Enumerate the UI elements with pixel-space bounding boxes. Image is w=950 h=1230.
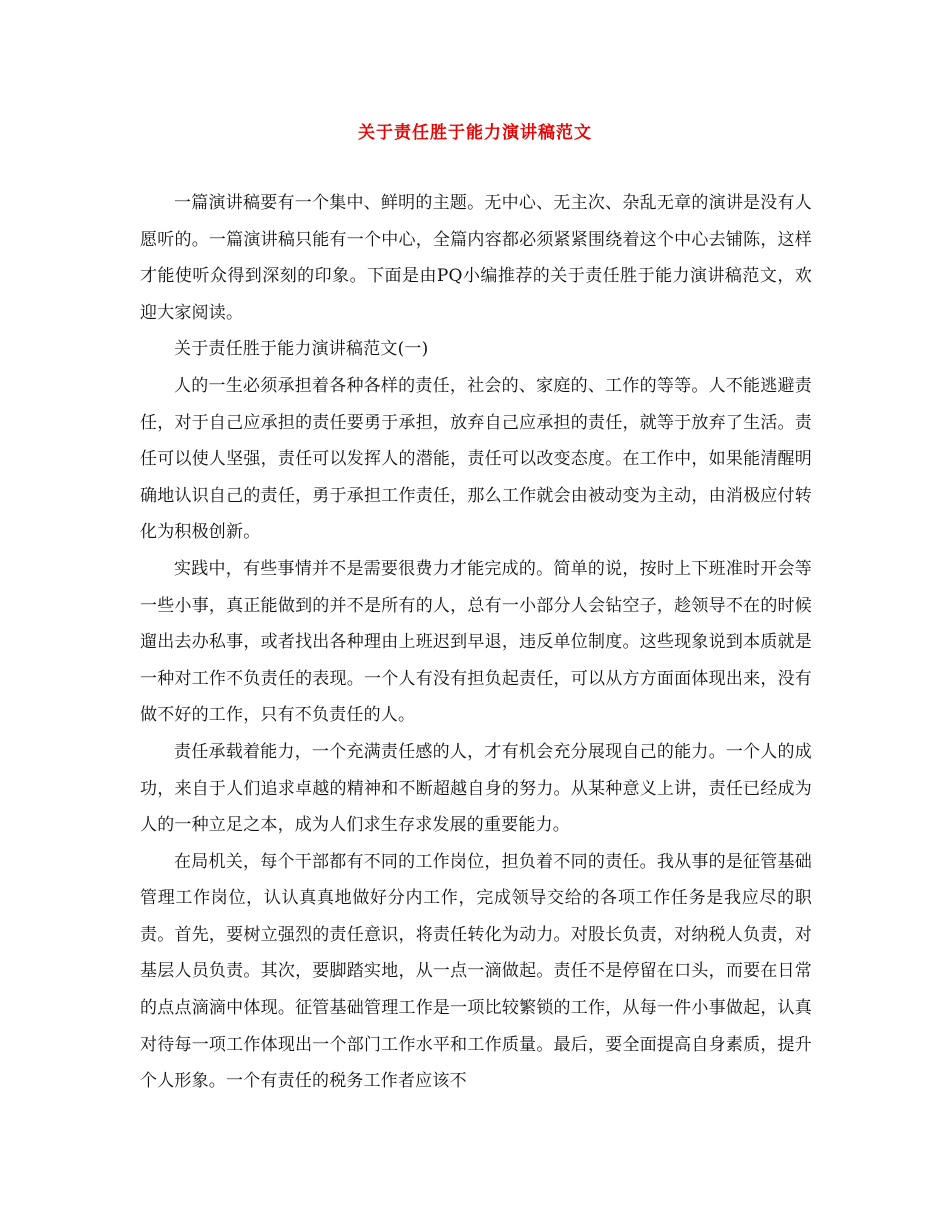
section-heading: 关于责任胜于能力演讲稿范文(一) (174, 339, 429, 360)
paragraph: 责任承载着能力，一个充满责任感的人，才有机会充分展现自己的能力。一个人的成功，来自于人们追求卓越的精神和不断超越自身的努力。从某种意义上讲，责任已经成为人的一种立足之本，成为人们求生存求发展的重要能力。 (140, 741, 812, 836)
paragraph-intro: 一篇演讲稿要有一个集中、鲜明的主题。无中心、无主次、杂乱无章的演讲是没有人愿听的。一篇演讲稿只能有一个中心，全篇内容都必须紧紧围绕着这个中心去铺陈，这样才能使听众得到深刻的印象。下面是由PQ小编推荐的关于责任胜于能力演讲稿范文，欢迎大家阅读。 (140, 193, 812, 323)
document-title: 关于责任胜于能力演讲稿范文 (358, 123, 592, 143)
document-body (140, 185, 812, 1100)
paragraph: 在局机关，每个干部都有不同的工作岗位，担负着不同的责任。我从事的是征管基础管理工作岗位，认认真真地做好分内工作，完成领导交给的各项工作任务是我应尽的职责。首先，要树立强烈的责任意识，将责任转化为动力。对股长负责，对纳税人负责，对基层人员负责。其次，要脚踏实地，从一点一滴做起。责任不是停留在口头，而要在日常的点点滴滴中体现。征管基础管理工作是一项比较繁锁的工作，从每一件小事做起，认真对待每一项工作体现出一个部门工作水平和工作质量。最后，要全面提高自身素质，提升个人形象。一个有责任的税务工作者应该不 (140, 851, 812, 1092)
paragraph: 人的一生必须承担着各种各样的责任，社会的、家庭的、工作的等等。人不能逃避责任，对于自己应承担的责任要勇于承担，放弃自己应承担的责任，就等于放弃了生活。责任可以使人坚强，责任可以发挥人的潜能，责任可以改变态度。在工作中，如果能清醒明确地认识自己的责任，勇于承担工作责任，那么工作就会由被动变为主动，由消极应付转化为积极创新。 (140, 375, 812, 543)
paragraph: 实践中，有些事情并不是需要很费力才能完成的。简单的说，按时上下班准时开会等一些小事，真正能做到的并不是所有的人，总有一小部分人会钻空子，趁领导不在的时候遛出去办私事，或者找出各种理由上班迟到早退，违反单位制度。这些现象说到本质就是一种对工作不负责任的表现。一个人有没有担负起责任，可以从方方面面体现出来，没有做不好的工作，只有不负责任的人。 (140, 558, 812, 726)
